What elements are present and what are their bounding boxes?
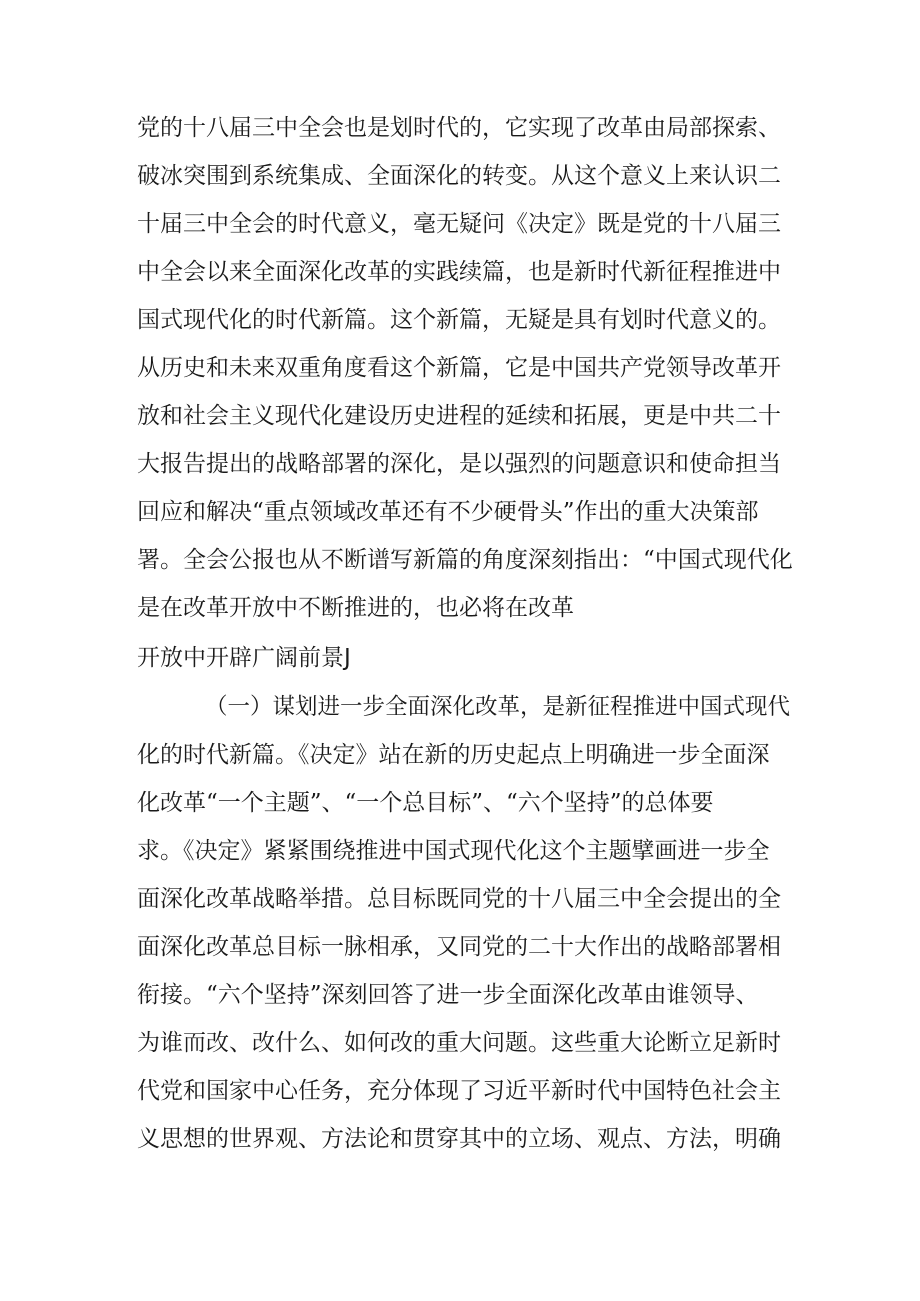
text-line-19: 衔接。“六个坚持”深刻回答了进一步全面深化改革由谁领导、 bbox=[137, 982, 759, 1008]
text-line-6: 从历史和未来双重角度看这个新篇，它是中国共产党领导改革开 bbox=[137, 355, 781, 381]
text-line-10: 署。全会公报也从不断谱写新篇的角度深刻指出：“中国式现代化 bbox=[137, 547, 793, 573]
text-line-1: 党的十八届三中全会也是划时代的，它实现了改革由局部探索、 bbox=[137, 115, 781, 141]
text-line-2: 破冰突围到系统集成、全面深化的转变。从这个意义上来认识二 bbox=[137, 163, 781, 189]
text-line-21: 代党和国家中心任务，充分体现了习近平新时代中国特色社会主 bbox=[137, 1078, 781, 1104]
text-line-13: （一）谋划进一步全面深化改革，是新征程推进中国式现代 bbox=[205, 694, 791, 720]
text-line-8: 大报告提出的战略部署的深化，是以强烈的问题意识和使命担当 bbox=[137, 451, 781, 477]
text-line-18: 面深化改革总目标一脉相承，又同党的二十大作出的战略部署相 bbox=[137, 934, 781, 960]
text-line-3: 十届三中全会的时代意义，毫无疑问《决定》既是党的十八届三 bbox=[137, 211, 781, 237]
text-line-14: 化的时代新篇。《决定》站在新的历史起点上明确进一步全面深 bbox=[137, 742, 770, 768]
text-line-22: 义思想的世界观、方法论和贯穿其中的立场、观点、方法，明确 bbox=[137, 1126, 781, 1152]
text-line-4: 中全会以来全面深化改革的实践续篇，也是新时代新征程推进中 bbox=[137, 259, 781, 285]
text-line-9: 回应和解决“重点领域改革还有不少硬骨头”作出的重大决策部 bbox=[137, 499, 759, 525]
text-line-15: 化改革“一个主题”、“一个总目标”、“六个坚持”的总体要 bbox=[137, 790, 714, 816]
text-line-20: 为谁而改、改什么、如何改的重大问题。这些重大论断立足新时 bbox=[137, 1030, 781, 1056]
text-line-7: 放和社会主义现代化建设历史进程的延续和拓展，更是中共二十 bbox=[137, 403, 781, 429]
text-line-5: 国式现代化的时代新篇。这个新篇，无疑是具有划时代意义的。 bbox=[137, 307, 781, 333]
text-line-16: 求。《决定》紧紧围绕推进中国式现代化这个主题擘画进一步全 bbox=[137, 838, 770, 864]
text-line-17: 面深化改革战略举措。总目标既同党的十八届三中全会提出的全 bbox=[137, 886, 781, 912]
text-line-11: 是在改革开放中不断推进的，也必将在改革 bbox=[137, 595, 574, 621]
text-line-12: 开放中开辟广阔前景J bbox=[137, 645, 351, 671]
